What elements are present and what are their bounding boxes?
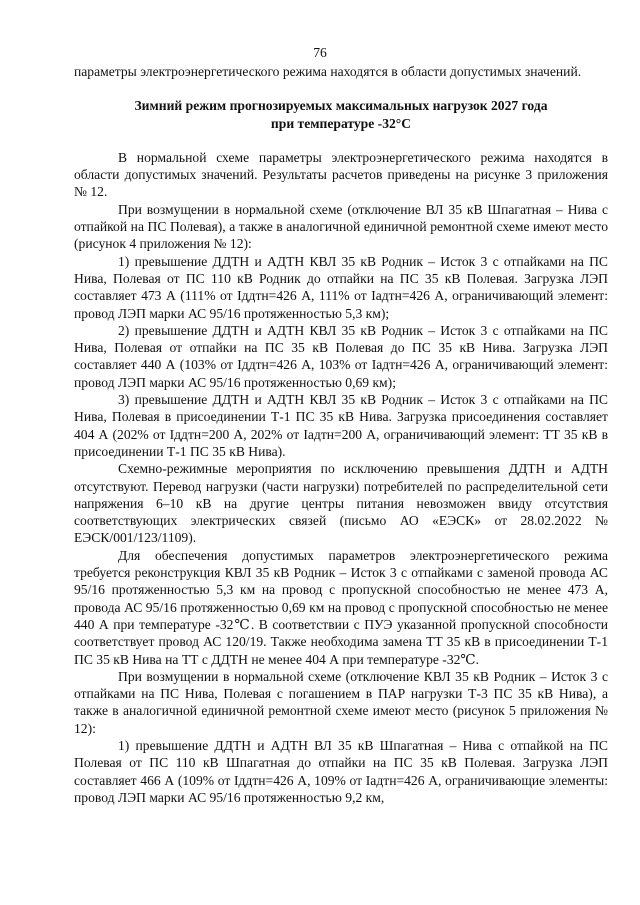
- spacer: [74, 132, 608, 149]
- paragraph: При возмущении в нормальной схеме (отключение ВЛ 35 кВ Шпагатная – Нива с отпайкой на ПС Полевая), а также в аналогичной единичной ремонтной схеме имеют место (рисунок 4 приложения № 12):: [74, 201, 608, 252]
- paragraph: Для обеспечения допустимых параметров электроэнергетического режима требуется реконструкция КВЛ 35 кВ Родник – Исток 3 с отпайками с заменой провода АС 95/16 протяженностью 5,3 км на провод с пропускной способностью не менее 473 А, провода АС 95/16 протяженностью 0,69 км на провод с пропускной способностью не менее 440 А при температуре -32℃. В соответствии с ПУЭ указанной пропускной способности соответствует провод АС 120/19. Также необходима замена ТТ 35 кВ в присоединении Т-1 ПС 35 кВ Нива на ТТ с ДДТН не менее 404 А при температуре -32℃.: [74, 547, 608, 667]
- paragraph: При возмущении в нормальной схеме (отключение КВЛ 35 кВ Родник – Исток 3 с отпайками на ПС Нива, Полевая с погашением в ПАР нагрузки Т-3 ПС 35 кВ Нива), а также в аналогичной единичной ремонтной схеме имеют место (рисунок 5 приложения № 12):: [74, 668, 608, 736]
- paragraph: В нормальной схеме параметры электроэнергетического режима находятся в области допустимых значений. Результаты расчетов приведены на рисунке 3 приложения № 12.: [74, 149, 608, 200]
- page-number: 76: [313, 45, 327, 60]
- list-item: 3) превышение ДДТН и АДТН КВЛ 35 кВ Родник – Исток 3 с отпайками на ПС Нива, Полевая в присоединении Т-1 ПС 35 кВ Нива. Загрузка присоединения составляет 404 А (202% от Iддтн=200 А, 202% от Iадтн=200 А, ограничивающий элемент: ТТ 35 кВ в присоединении Т-1 ПС 35 кВ Нива).: [74, 392, 608, 459]
- list-item: 1) превышение ДДТН и АДТН ВЛ 35 кВ Шпагатная – Нива с отпайкой на ПС Полевая от ПС 110 кВ Шпагатная до отпайки на ПС 35 кВ Полевая. Загрузка ЛЭП составляет 466 А (109% от Iддтн=426 А, 109% от Iадтн=426 А, ограничивающие элементы: провод ЛЭП марки АС 95/16 протяженностью 9,2 км,: [74, 737, 608, 805]
- section-heading: [74, 97, 608, 132]
- section-heading-line-1: Зимний режим прогнозируемых максимальных нагрузок 2027 года: [134, 98, 548, 114]
- section-heading-line-2: при температуре -32°С: [270, 115, 412, 131]
- list-item: 2) превышение ДДТН и АДТН КВЛ 35 кВ Родник – Исток 3 с отпайками на ПС Нива, Полевая от отпайки на ПС 35 кВ Полевая до ПС 35 кВ Нива. Загрузка ЛЭП составляет 440 А (103% от Iддтн=426 А, 103% от Iадтн=426 А, ограничивающий элемент: провод ЛЭП марки АС 95/16 протяженностью 0,69 км);: [74, 322, 608, 390]
- list-item: 1) превышение ДДТН и АДТН КВЛ 35 кВ Родник – Исток 3 с отпайками на ПС Нива, Полевая от ПС 110 кВ Родник до отпайки на ПС 35 кВ Полевая. Загрузка ЛЭП составляет 473 А (111% от Iддтн=426 А, 111% от Iадтн=426 А, ограничивающий элемент: провод ЛЭП марки АС 95/16 протяженностью 5,3 км);: [74, 253, 608, 321]
- document-body: [74, 63, 608, 806]
- intro-paragraph: параметры электроэнергетического режима находятся в области допустимых значений.: [74, 64, 582, 79]
- paragraph: Схемно-режимные мероприятия по исключению превышения ДДТН и АДТН отсутствуют. Перевод нагрузки (части нагрузки) потребителей по распределительной сети напряжения 6–10 кВ на другие центры питания невозможен ввиду отсутствия соответствующих электрических связей (письмо АО «ЕЭСК» от 28.02.2022 № ЕЭСК/001/123/1109).: [74, 461, 608, 546]
